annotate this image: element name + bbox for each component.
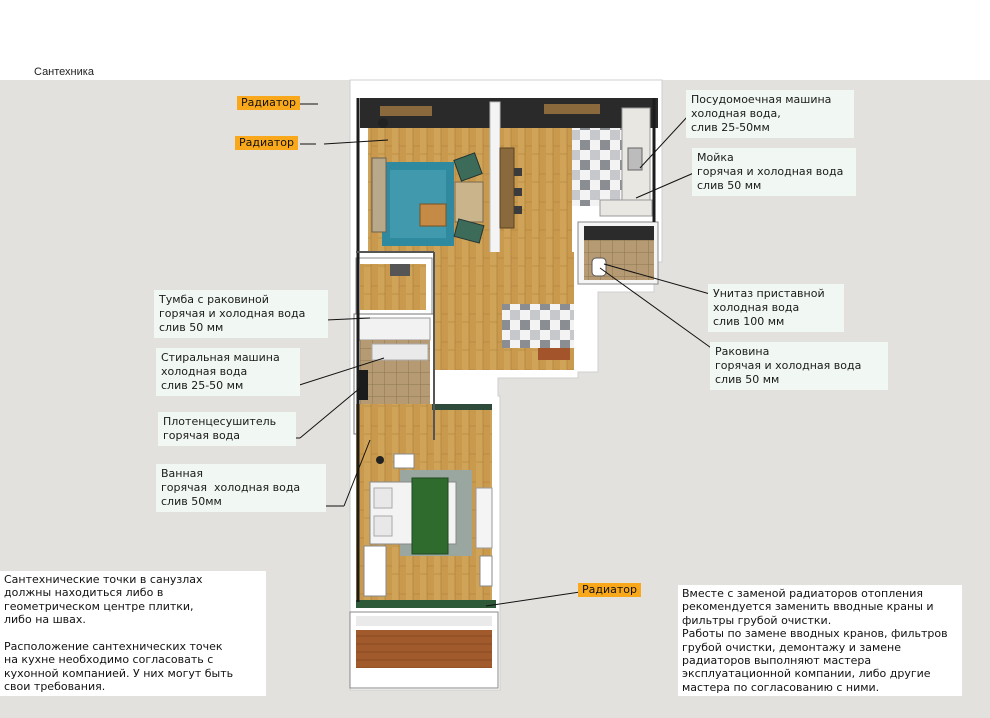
page-title: Сантехника (34, 66, 94, 78)
washing-machine-note: Стиральная машина холодная вода слив 25-50 мм (156, 348, 300, 396)
sink-note: Мойка горячая и холодная вода слив 50 мм (692, 148, 856, 196)
vanity-note: Тумба с раковиной горячая и холодная вода слив 50 мм (154, 290, 328, 338)
towel-warmer-note: Плотенцесушитель горячая вода (158, 412, 296, 446)
plumbing-tiles-note: Сантехнические точки в санузлах должны находиться либо в геометрическом центре плитки, либо на швах. Расположение сантехнических точек на кухне необходимо согласовать с кухонной компанией. У них могут быть свои требования. (0, 571, 266, 696)
dishwasher-note: Посудомоечная машина холодная вода, слив 25-50мм (686, 90, 854, 138)
radiator-label: Радиатор (235, 136, 298, 150)
radiator-label: Радиатор (578, 583, 641, 597)
radiator-label: Радиатор (237, 96, 300, 110)
toilet-note: Унитаз приставной холодная вода слив 100 мм (708, 284, 844, 332)
bathtub-note: Ванная горячая холодная вода слив 50мм (156, 464, 326, 512)
washbasin-note: Раковина горячая и холодная вода слив 50 мм (710, 342, 888, 390)
radiator-replacement-note: Вместе с заменой радиаторов отопления рекомендуется заменить вводные краны и фильтры грубой очистки. Работы по замене вводных кранов, фильтров грубой очистки, демонтажу и замене радиаторов выполняют мастера эксплуатационной компании, либо другие мастера по согласованию с ними. (678, 585, 962, 696)
